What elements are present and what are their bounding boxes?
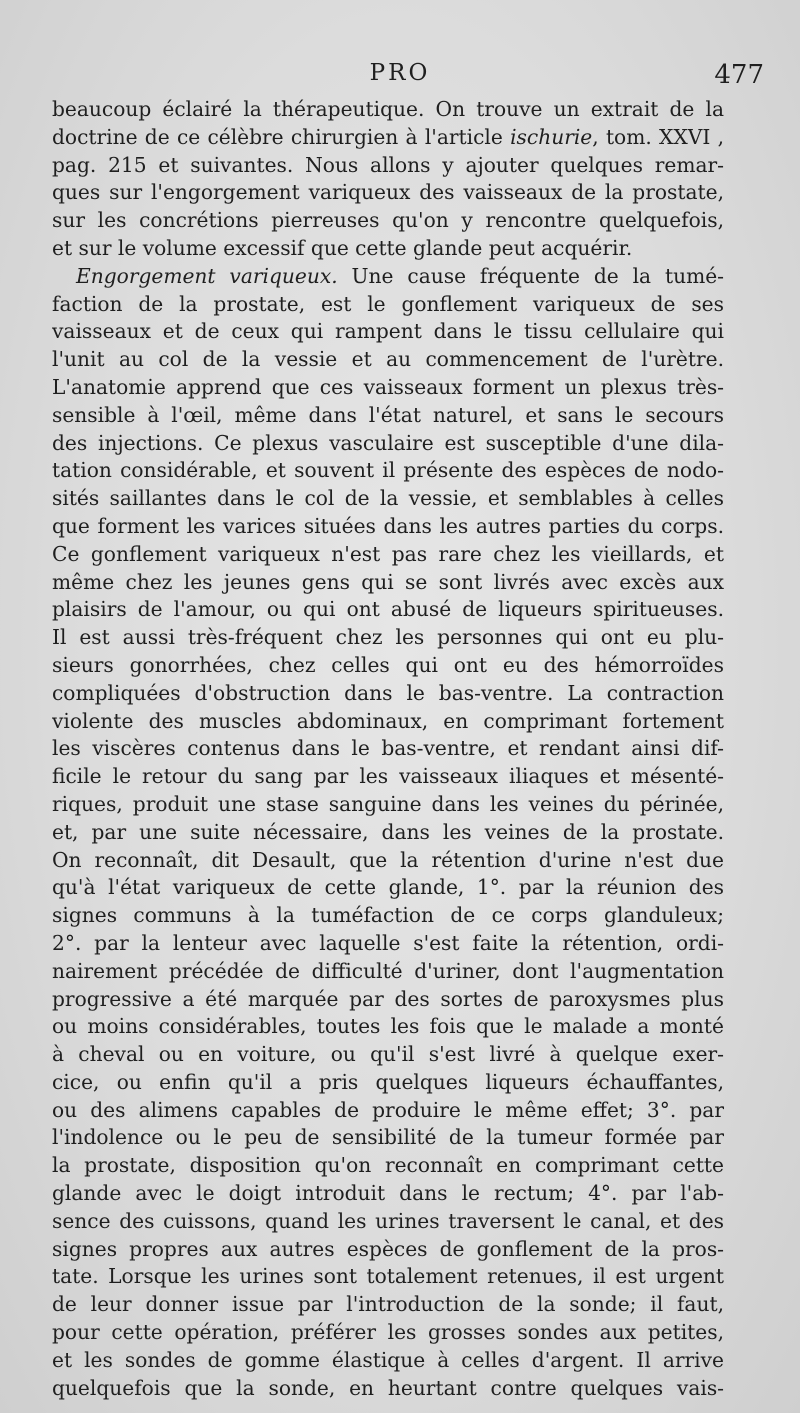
text-line [52,1236,724,1264]
line-text: sités saillantes dans le col de la vessie, et semblables à celles [52,486,724,511]
text-line [52,652,724,680]
text-line [52,1375,724,1403]
line-text: faction de la prostate, est le gonflement variqueux de ses [52,291,724,316]
line-text: signes communs à la tuméfaction de ce corps glanduleux; [52,903,724,928]
line-text: sieurs gonorrhées, chez celles qui ont eu des hémorroïdes [52,652,724,677]
line-text: L'anatomie apprend que ces vaisseaux forment un plexus très- [52,374,724,399]
line-text: à cheval ou en voiture, ou qu'il s'est livré à quelque exer- [52,1042,724,1067]
text-line [52,263,724,291]
page-header [0,58,800,98]
line-text: 2°. par la lenteur avec laquelle s'est faite la rétention, ordi- [52,930,724,955]
text-line [52,763,724,791]
line-text: vaisseaux et de ceux qui rampent dans le tissu cellulaire qui [52,319,724,344]
page-number: 477 [714,60,764,90]
line-text: même chez les jeunes gens qui se sont livrés avec excès aux [52,569,724,594]
text-line [52,1124,724,1152]
text-line [52,346,724,374]
text-line [52,1097,724,1125]
line-text: ficile le retour du sang par les vaisseaux iliaques et mésenté- [52,764,724,789]
line-text: pour cette opération, préférer les grosses sondes aux petites, [52,1320,724,1345]
body-text [52,96,724,1402]
text-line [52,124,724,152]
text-line [52,958,724,986]
text-line [52,318,724,346]
text-line [52,1069,724,1097]
text-line [52,791,724,819]
text-line [52,874,724,902]
line-text: la prostate, disposition qu'on reconnaît en comprimant cette [52,1153,724,1178]
line-text: plaisirs de l'amour, ou qui ont abusé de liqueurs spiritueuses. [52,597,724,622]
text-line [52,485,724,513]
line-text: progressive a été marquée par des sortes de paroxysmes plus [52,986,724,1011]
italic-run: ischurie [510,124,593,149]
text-line [52,624,724,652]
line-text: sensible à l'œil, même dans l'état naturel, et sans le secours [52,402,724,427]
text-line [52,819,724,847]
text-line [52,1208,724,1236]
line-text: et les sondes de gomme élastique à celles d'argent. Il arrive [52,1347,724,1372]
line-text: tation considérable, et souvent il présente des espèces de nodo- [52,458,724,483]
text-line [52,1013,724,1041]
text-line [52,541,724,569]
text-line [52,1347,724,1375]
text-line [52,847,724,875]
line-text: ques sur l'engorgement variqueux des vaisseaux de la prostate, [52,180,724,205]
text-line [52,96,724,124]
line-text: que forment les varices situées dans les autres parties du corps. [52,513,724,538]
line-text: riques, produit une stase sanguine dans les veines du périnée, [52,791,724,816]
text-line [52,569,724,597]
line-text: pag. 215 et suivantes. Nous allons y ajouter quelques remar- [52,152,724,177]
line-text: glande avec le doigt introduit dans le rectum; 4°. par l'ab- [52,1181,724,1206]
line-text: doctrine de ce célèbre chirurgien à l'article [52,124,511,149]
text-line [52,457,724,485]
line-text: compliquées d'obstruction dans le bas-ventre. La contraction [52,680,724,705]
text-line [52,179,724,207]
line-text: de leur donner issue par l'introduction de la sonde; il faut, [52,1292,724,1317]
line-text: et sur le volume excessif que cette glande peut acquérir. [52,235,633,260]
text-line [52,930,724,958]
line-text: violente des muscles abdominaux, en comprimant fortement [52,708,724,733]
line-text: sur les concrétions pierreuses qu'on y rencontre quelquefois, [52,208,724,233]
line-text: signes propres aux autres espèces de gonflement de la pros- [52,1236,724,1261]
line-text: Une cause fréquente de la tumé- [337,263,724,288]
line-text-after: , tom. XXVI , [592,124,724,149]
line-text: l'indolence ou le peu de sensibilité de la tumeur formée par [52,1125,724,1150]
text-line [52,1152,724,1180]
line-text: l'unit au col de la vessie et au commencement de l'urètre. [52,347,724,372]
text-line [52,986,724,1014]
text-line [52,735,724,763]
text-line [52,708,724,736]
text-line [52,402,724,430]
line-text: ou moins considérables, toutes les fois que le malade a monté [52,1014,724,1039]
line-text: des injections. Ce plexus vasculaire est susceptible d'une dila- [52,430,724,455]
line-text: beaucoup éclairé la thérapeutique. On trouve un extrait de la [52,97,724,121]
text-line [52,596,724,624]
line-text: ou des alimens capables de produire le même effet; 3°. par [52,1097,724,1122]
line-text: quelquefois que la sonde, en heurtant contre quelques vais- [52,1375,724,1400]
text-line [52,1291,724,1319]
text-line [52,374,724,402]
line-text: sence des cuissons, quand les urines traversent le canal, et des [52,1208,724,1233]
text-line [52,1180,724,1208]
italic-run: Engorgement variqueux. [76,263,338,288]
line-text: Il est aussi très-fréquent chez les personnes qui ont eu plu- [52,625,724,650]
line-text: qu'à l'état variqueux de cette glande, 1°. par la réunion des [52,875,724,900]
text-line [52,902,724,930]
text-line [52,513,724,541]
running-head: PRO [369,60,431,86]
line-text: tate. Lorsque les urines sont totalement retenues, il est urgent [52,1264,724,1289]
text-line [52,291,724,319]
text-line [52,430,724,458]
line-text: et, par une suite nécessaire, dans les veines de la prostate. [52,819,724,844]
text-line [52,1041,724,1069]
line-text: Ce gonflement variqueux n'est pas rare chez les vieillards, et [52,541,724,566]
text-line [52,1319,724,1347]
line-text: cice, ou enfin qu'il a pris quelques liqueurs échauffantes, [52,1069,724,1094]
line-text: On reconnaît, dit Desault, que la rétention d'urine n'est due [52,847,724,872]
line-text: nairement précédée de difficulté d'uriner, dont l'augmentation [52,958,724,983]
text-line [52,235,724,263]
text-line [52,1263,724,1291]
line-text: les viscères contenus dans le bas-ventre, et rendant ainsi dif- [52,736,724,761]
text-line [52,680,724,708]
text-line [52,152,724,180]
text-line [52,207,724,235]
